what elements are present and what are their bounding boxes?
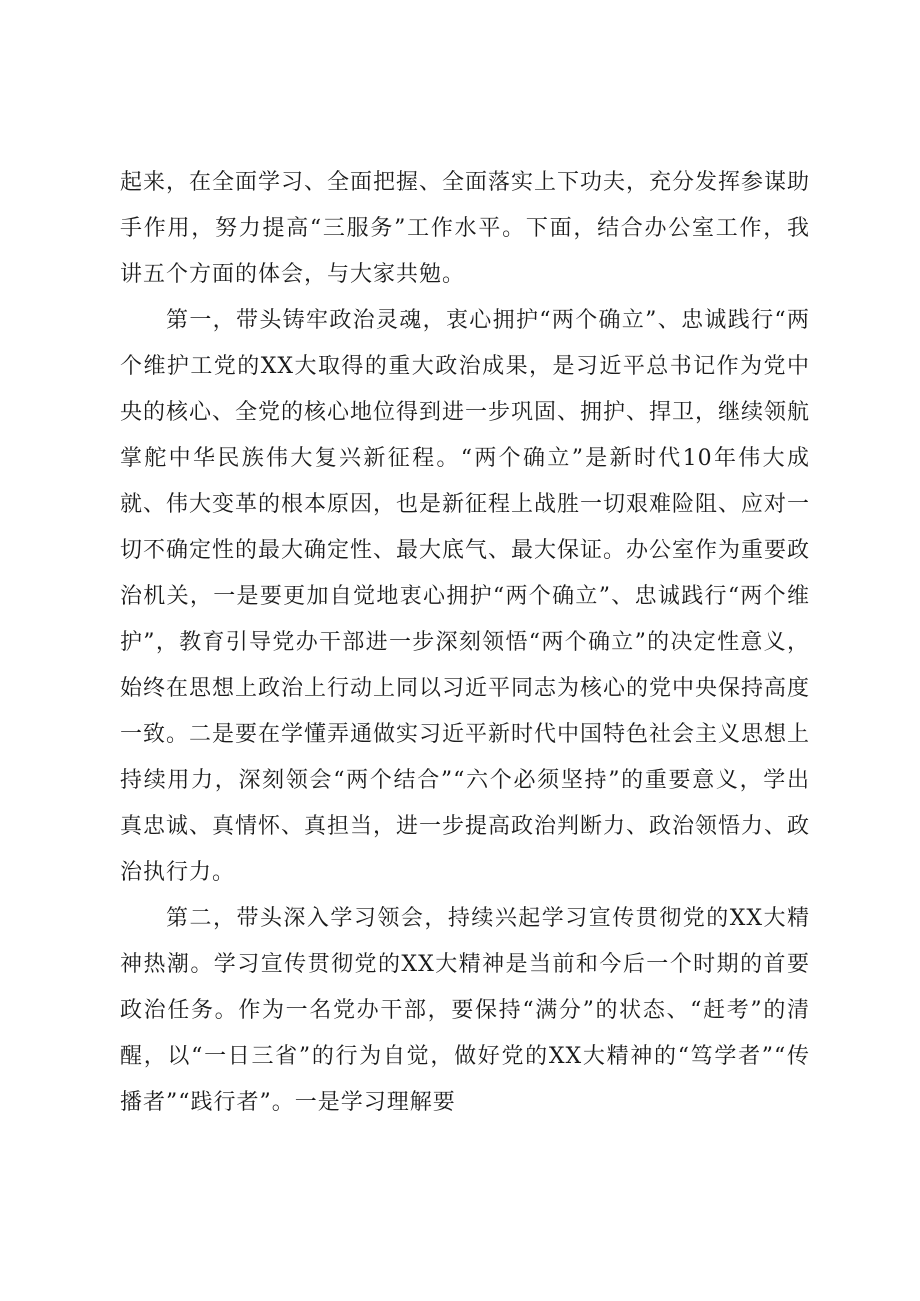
paragraph-1: 起来，在全面学习、全面把握、全面落实上下功夫，充分发挥参谋助手作用，努力提高“三服务”工作水平。下面，结合办公室工作，我讲五个方面的体会，与大家共勉。 — [120, 170, 811, 287]
paragraph-2: 第一，带头铸牢政治灵魂，衷心拥护“两个确立”、忠诚践行“两个维护工党的XX大取得的重大政治成果，是习近平总书记作为党中央的核心、全党的核心地位得到进一步巩固、拥护、捍卫，继续领航掌舵中华民族伟大复兴新征程。“两个确立”是新时代10年伟大成就、伟大变革的根本原因，也是新征程上战胜一切艰难险阻、应对一切不确定性的最大确定性、最大底气、最大保证。办公室作为重要政治机关，一是要更加自觉地衷心拥护“两个确立”、忠诚践行“两个维护”，教育引导党办干部进一步深刻领悟“两个确立”的决定性意义，始终在思想上政治上行动上同以习近平同志为核心的党中央保持高度一致。二是要在学懂弄通做实习近平新时代中国特色社会主义思想上持续用力，深刻领会“两个结合”“六个必须坚持”的重要意义，学出真忠诚、真情怀、真担当，进一步提高政治判断力、政治领悟力、政治执行力。 — [120, 308, 811, 885]
paragraph-3: 第二，带头深入学习领会，持续兴起学习宣传贯彻党的XX大精神热潮。学习宣传贯彻党的XX大精神是当前和今后一个时期的首要政治任务。作为一名党办干部，要保持“满分”的状态、“赶考”的清醒，以“一日三省”的行为自觉，做好党的XX大精神的“笃学者”“传播者”“践行者”。一是学习理解要 — [120, 906, 810, 1115]
document-body — [120, 160, 810, 1126]
